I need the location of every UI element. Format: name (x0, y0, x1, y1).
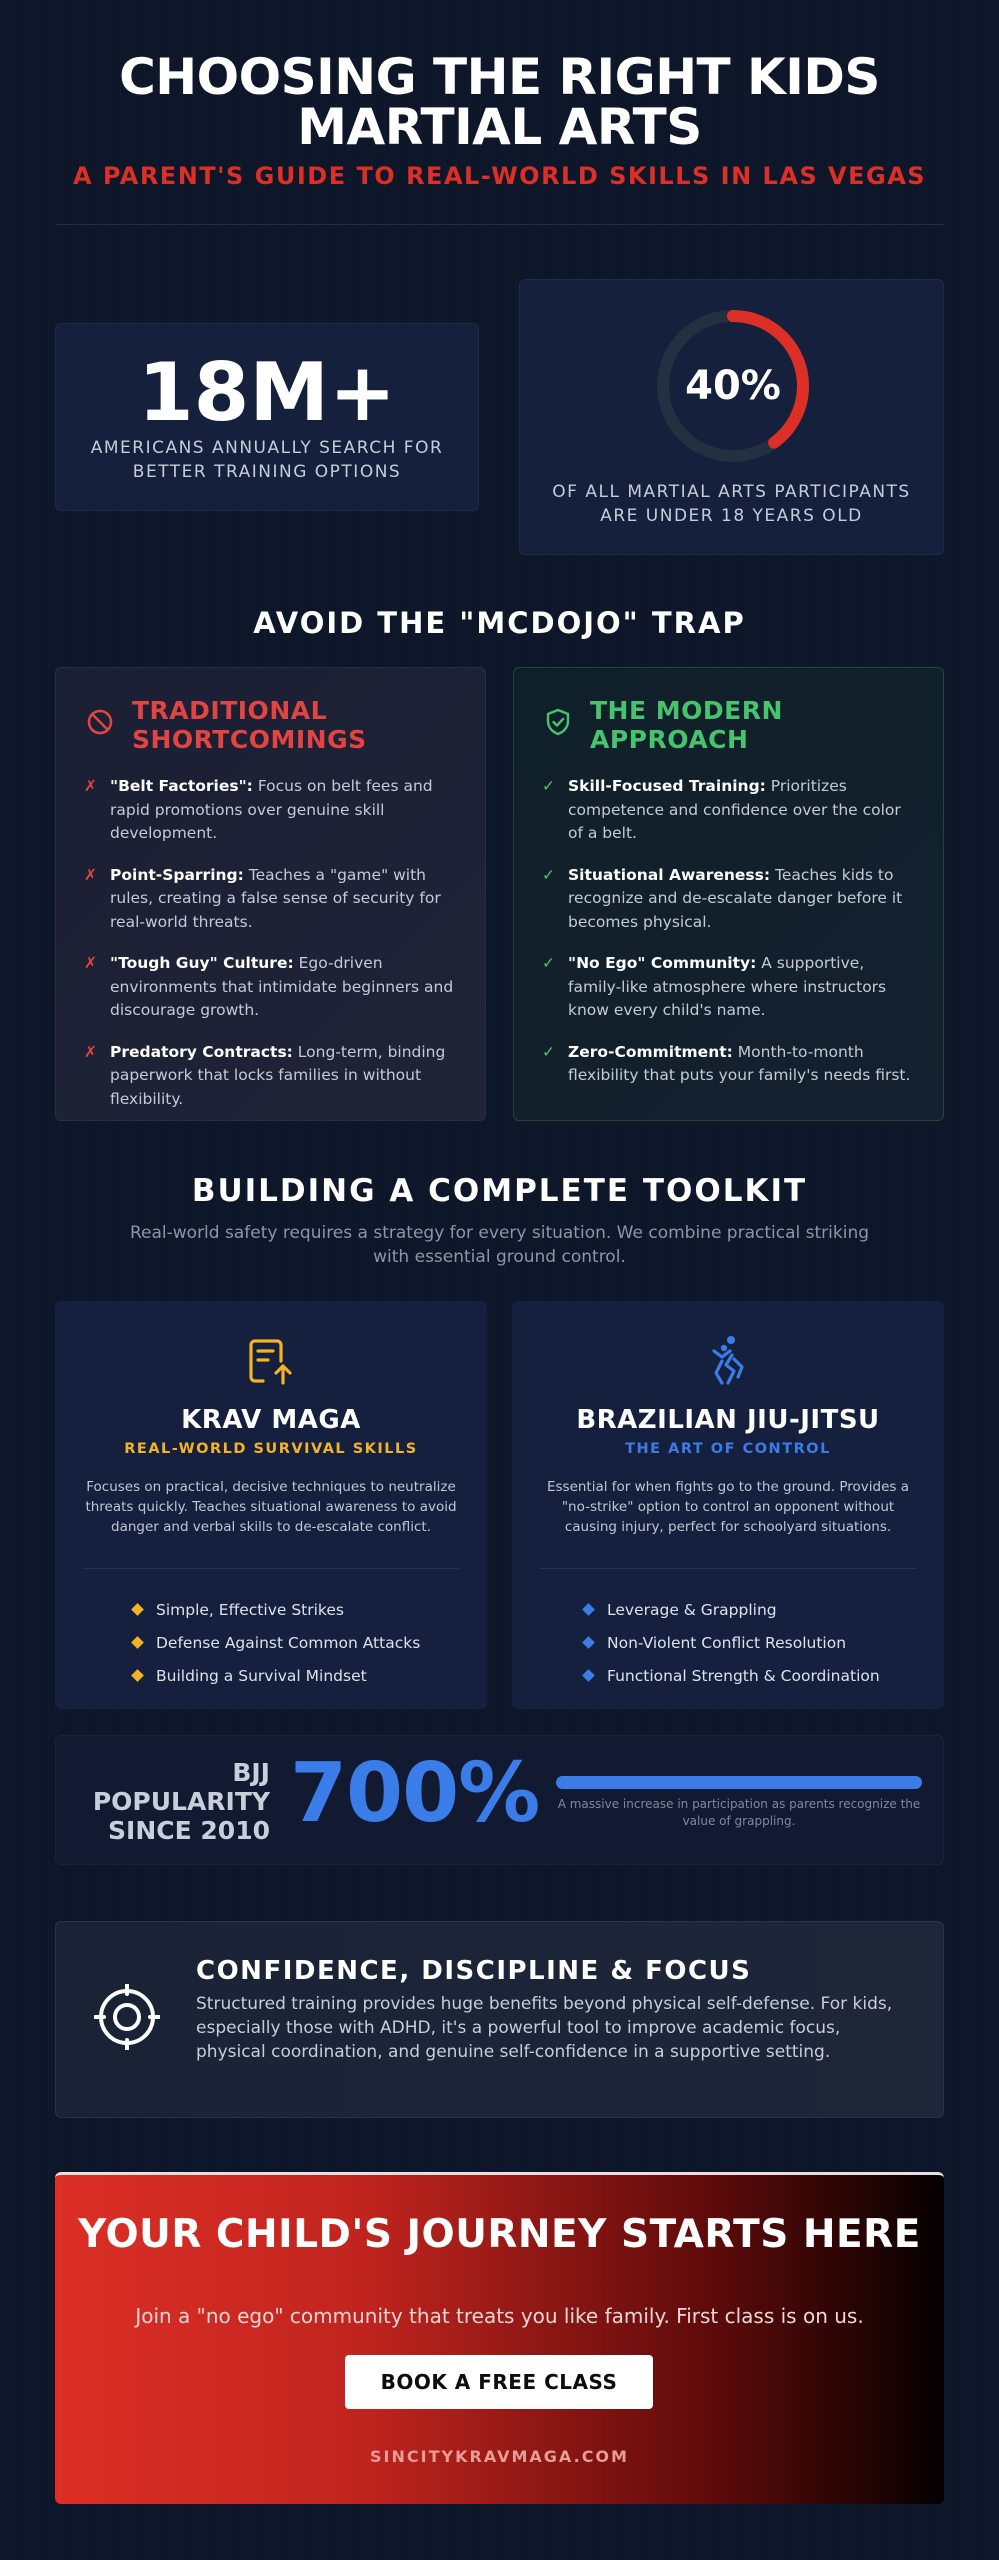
bjj-popularity-bar (556, 1776, 922, 1789)
stat-value: 18M+ (138, 346, 396, 439)
list-item (84, 775, 461, 846)
feature-text: Leverage & Grappling (607, 1600, 777, 1619)
diamond-bullet-icon (131, 1636, 144, 1649)
feature-item (133, 1659, 420, 1692)
traditional-heading: TRADITIONAL SHORTCOMINGS (132, 696, 367, 754)
feature-item (133, 1593, 420, 1626)
bjj-name: BRAZILIAN JIU-JITSU (576, 1405, 880, 1435)
page-subtitle: A PARENT'S GUIDE TO REAL-WORLD SKILLS IN LAS VEGAS (72, 162, 927, 190)
shield-check-icon (544, 708, 572, 736)
list-item (542, 952, 919, 1023)
stat-value: 40% (685, 363, 781, 409)
modern-heading: THE MODERN APPROACH (590, 696, 783, 754)
stat-card-searches (55, 323, 479, 511)
diamond-bullet-icon (131, 1603, 144, 1616)
list-item (84, 864, 461, 935)
bjj-card (512, 1301, 944, 1709)
cross-icon: ✗ (84, 865, 97, 884)
diamond-bullet-icon (582, 1603, 595, 1616)
feature-text: Defense Against Common Attacks (156, 1633, 421, 1652)
confidence-title: CONFIDENCE, DISCIPLINE & FOCUS (196, 1956, 752, 1986)
bjj-tag: THE ART OF CONTROL (625, 1441, 831, 1457)
bjj-description: Essential for when fights go to the ground. Provides a "no-strike" option to control an opponent without causing injury, perfect for schoolyard situations. (546, 1479, 910, 1535)
krav-maga-features (133, 1593, 420, 1692)
diamond-bullet-icon (131, 1669, 144, 1682)
page-title: CHOOSING THE RIGHT KIDS MARTIAL ARTS (119, 48, 880, 156)
list-item-text: Zero-Commitment: Month-to-month flexibility that puts your family's needs first. (568, 1042, 911, 1084)
diamond-bullet-icon (582, 1669, 595, 1682)
mcdojo-title: AVOID THE "MCDOJO" TRAP (253, 606, 746, 640)
traditional-list (84, 775, 461, 1129)
toolkit-title: BUILDING A COMPLETE TOOLKIT (191, 1173, 808, 1209)
list-item (542, 864, 919, 935)
divider (540, 1568, 916, 1569)
bjj-popularity-strip (55, 1735, 944, 1865)
survival-guide-icon (243, 1333, 299, 1389)
krav-maga-tag: REAL-WORLD SURVIVAL SKILLS (124, 1441, 418, 1457)
confidence-card (55, 1921, 944, 2118)
check-icon: ✓ (542, 954, 555, 972)
prohibited-icon (86, 708, 114, 736)
list-item-text: "No Ego" Community: A supportive, family-like atmosphere where instructors know every child's name. (568, 954, 887, 1019)
list-item (84, 952, 461, 1023)
check-icon: ✓ (542, 777, 555, 795)
feature-text: Building a Survival Mindset (156, 1666, 367, 1685)
modern-list (542, 775, 919, 1106)
cross-icon: ✗ (84, 1042, 97, 1061)
cross-icon: ✗ (84, 954, 97, 972)
krav-maga-description: Focuses on practical, decisive techniques to neutralize threats quickly. Teaches situational awareness to avoid danger and verbal skills to de-escalate conflict. (85, 1479, 457, 1535)
feature-text: Simple, Effective Strikes (156, 1600, 344, 1619)
grappling-figure-icon (700, 1333, 756, 1389)
bjj-popularity-label: BJJ POPULARITY SINCE 2010 (92, 1758, 270, 1845)
header-divider (55, 224, 944, 225)
list-item-text: Situational Awareness: Teaches kids to recognize and de-escalate danger before it becomes physical. (568, 865, 903, 931)
krav-maga-card (55, 1301, 487, 1709)
modern-card (513, 667, 944, 1121)
cta-banner (55, 2172, 944, 2504)
bjj-popularity-value: 700% (290, 1746, 540, 1841)
bjj-popularity-note: A massive increase in participation as parents recognize the value of grappling. (557, 1797, 921, 1828)
feature-item (584, 1593, 880, 1626)
diamond-bullet-icon (582, 1636, 595, 1649)
website-link[interactable]: SINCITYKRAVMAGA.COM (370, 2447, 629, 2466)
confidence-body: Structured training provides huge benefits beyond physical self-defense. For kids, especially those with ADHD, it's a powerful tool to improve academic focus, physical coordination, and genuine self-confidence in a supportive setting. (196, 1994, 893, 2062)
list-item-text: "Belt Factories": Focus on belt fees and rapid promotions over genuine skill development. (110, 777, 433, 842)
stat-label: OF ALL MARTIAL ARTS PARTICIPANTS ARE UNDER 18 YEARS OLD (552, 482, 911, 526)
list-item-text: Skill-Focused Training: Prioritizes competence and confidence over the color of a belt. (568, 777, 901, 842)
stat-label: AMERICANS ANNUALLY SEARCH FOR BETTER TRAINING OPTIONS (90, 438, 444, 482)
cta-title: YOUR CHILD'S JOURNEY STARTS HERE (78, 2212, 921, 2257)
list-item (542, 775, 919, 846)
list-item-text: Point-Sparring: Teaches a "game" with rules, creating a false sense of security for real-world threats. (110, 865, 441, 931)
feature-text: Non-Violent Conflict Resolution (607, 1633, 847, 1652)
krav-maga-name: KRAV MAGA (181, 1405, 361, 1435)
cross-icon: ✗ (84, 777, 97, 795)
target-icon (94, 1984, 160, 2050)
stat-card-participants (519, 279, 944, 555)
check-icon: ✓ (542, 1042, 555, 1061)
list-item-text: "Tough Guy" Culture: Ego-driven environments that intimidate beginners and discourage growth. (110, 954, 454, 1019)
list-item-text: Predatory Contracts: Long-term, binding paperwork that locks families in without flexibility. (110, 1042, 446, 1108)
list-item (84, 1041, 461, 1112)
feature-item (584, 1659, 880, 1692)
toolkit-subtitle: Real-world safety requires a strategy for every situation. We combine practical striking with essential ground control. (129, 1223, 870, 1267)
traditional-card (55, 667, 486, 1121)
divider (83, 1568, 459, 1569)
feature-item (133, 1626, 420, 1659)
cta-subtitle: Join a "no ego" community that treats you like family. First class is on us. (135, 2304, 864, 2328)
list-item (542, 1041, 919, 1088)
check-icon: ✓ (542, 865, 555, 884)
book-free-class-button[interactable]: BOOK A FREE CLASS (345, 2355, 653, 2409)
feature-item (584, 1626, 880, 1659)
feature-text: Functional Strength & Coordination (607, 1666, 880, 1685)
bjj-features (584, 1593, 880, 1692)
